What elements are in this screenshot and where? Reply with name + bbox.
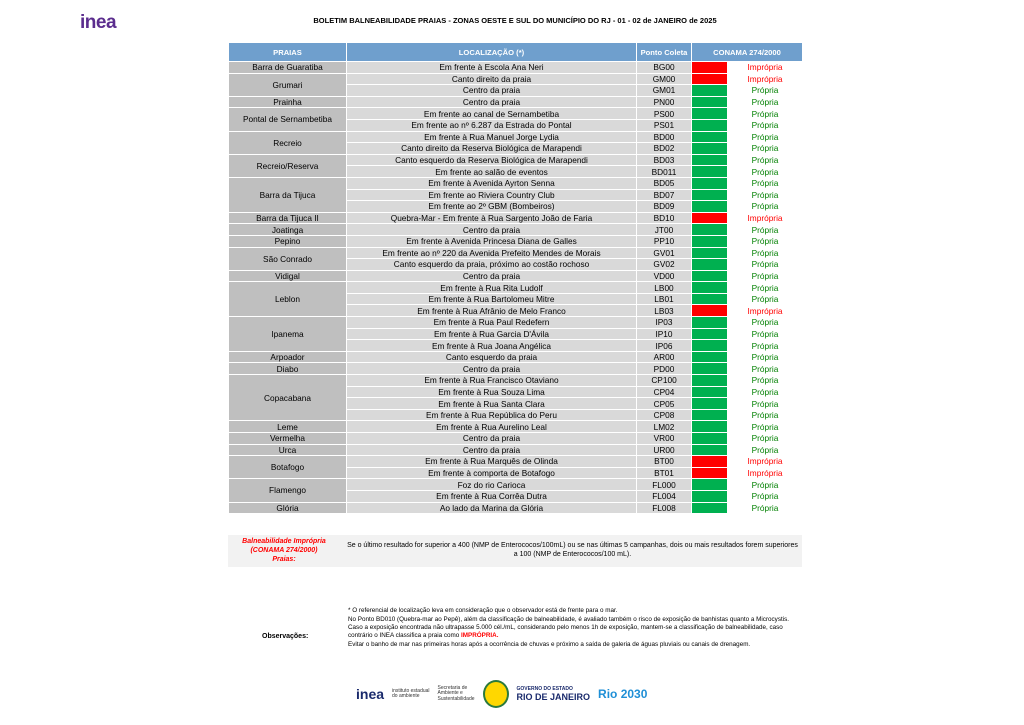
footer-secretaria	[438, 686, 475, 703]
location-cell: Em frente à Escola Ana Neri	[347, 62, 637, 74]
collection-point-cell: UR00	[637, 444, 692, 456]
collection-point-cell: LB01	[637, 293, 692, 305]
footer-logos	[356, 681, 647, 707]
status-cell: Própria	[728, 247, 803, 259]
table-row	[229, 444, 803, 456]
beach-name: Barra de Guaratiba	[229, 62, 347, 74]
location-cell: Ao lado da Marina da Glória	[347, 502, 637, 514]
collection-point-cell: PP10	[637, 235, 692, 247]
location-cell: Em frente à Rua Santa Clara	[347, 398, 637, 410]
status-swatch-green	[692, 409, 728, 421]
rio-2030-logo: Rio 2030	[598, 687, 648, 701]
location-cell: Centro da praia	[347, 433, 637, 445]
footer-gov-main: RIO DE JANEIRO	[516, 692, 591, 702]
status-cell: Própria	[728, 386, 803, 398]
location-cell: Em frente à Rua Francisco Otaviano	[347, 375, 637, 387]
status-swatch-green	[692, 247, 728, 259]
status-cell: Própria	[728, 177, 803, 189]
table-row	[229, 235, 803, 247]
location-cell: Em frente à Rua Marquês de Olinda	[347, 456, 637, 468]
status-cell: Própria	[728, 409, 803, 421]
beach-name: Leblon	[229, 282, 347, 317]
beach-name: Ipanema	[229, 317, 347, 352]
collection-point-cell: BD00	[637, 131, 692, 143]
status-cell: Própria	[728, 328, 803, 340]
collection-point-cell: GV01	[637, 247, 692, 259]
location-cell: Em frente à Avenida Ayrton Senna	[347, 177, 637, 189]
status-cell: Própria	[728, 502, 803, 514]
footer-sec3: Sustentabilidade	[437, 695, 475, 702]
status-swatch-green	[692, 96, 728, 108]
collection-point-cell: BD011	[637, 166, 692, 178]
location-cell: Em frente ao salão de eventos	[347, 166, 637, 178]
status-swatch-green	[692, 85, 728, 97]
status-cell: Própria	[728, 375, 803, 387]
collection-point-cell: LB03	[637, 305, 692, 317]
table-row	[229, 73, 803, 85]
footer-inea-sub1: instituto estadual	[392, 687, 430, 694]
table-row	[229, 96, 803, 108]
beach-name: Barra da Tijuca	[229, 177, 347, 212]
location-cell: Centro da praia	[347, 444, 637, 456]
table-row	[229, 421, 803, 433]
status-cell: Própria	[728, 154, 803, 166]
status-cell: Própria	[728, 433, 803, 445]
status-swatch-green	[692, 340, 728, 352]
legend-label-line2: (CONAMA 274/2000)	[250, 547, 318, 554]
status-swatch-green	[692, 131, 728, 143]
beach-name: Barra da Tijuca II	[229, 212, 347, 224]
collection-point-cell: BD05	[637, 177, 692, 189]
table-row	[229, 177, 803, 189]
location-cell: Em frente à Rua Corrêa Dutra	[347, 490, 637, 502]
status-swatch-green	[692, 166, 728, 178]
status-cell: Própria	[728, 444, 803, 456]
footer-sec1: Secretaria de	[437, 684, 468, 691]
table-row	[229, 363, 803, 375]
location-cell: Em frente à Rua Garcia D'Ávila	[347, 328, 637, 340]
footer-sec2: Ambiente e	[437, 690, 463, 697]
status-swatch-green	[692, 293, 728, 305]
status-cell: Própria	[728, 166, 803, 178]
collection-point-cell: BT01	[637, 467, 692, 479]
beach-name: Flamengo	[229, 479, 347, 502]
location-cell: Em frente ao Riviera Country Club	[347, 189, 637, 201]
status-cell: Própria	[728, 490, 803, 502]
balneability-table	[228, 42, 803, 514]
collection-point-cell: VD00	[637, 270, 692, 282]
location-cell: Centro da praia	[347, 96, 637, 108]
status-swatch-red	[692, 212, 728, 224]
collection-point-cell: FL008	[637, 502, 692, 514]
status-swatch-green	[692, 143, 728, 155]
beach-name: Recreio	[229, 131, 347, 154]
beach-name: Recreio/Reserva	[229, 154, 347, 177]
status-cell: Própria	[728, 259, 803, 271]
status-swatch-green	[692, 386, 728, 398]
collection-point-cell: LM02	[637, 421, 692, 433]
status-swatch-green	[692, 421, 728, 433]
col-beach-header: PRAIAS	[229, 43, 347, 62]
status-swatch-green	[692, 363, 728, 375]
status-swatch-red	[692, 305, 728, 317]
location-cell: Canto esquerdo da Reserva Biológica de Marapendi	[347, 154, 637, 166]
beach-name: Leme	[229, 421, 347, 433]
collection-point-cell: VR00	[637, 433, 692, 445]
beach-name: Pepino	[229, 235, 347, 247]
observation-2	[348, 616, 804, 640]
collection-point-cell: CP100	[637, 375, 692, 387]
beach-name: Diabo	[229, 363, 347, 375]
col-location-header: LOCALIZAÇÃO (*)	[347, 43, 637, 62]
status-swatch-green	[692, 433, 728, 445]
location-cell: Em frente ao nº 220 da Avenida Prefeito Mendes de Morais	[347, 247, 637, 259]
legend-label-line1: Balneabilidade Imprópria	[242, 538, 326, 545]
collection-point-cell: AR00	[637, 351, 692, 363]
beach-name: Grumari	[229, 73, 347, 96]
location-cell: Em frente à Rua Souza Lima	[347, 386, 637, 398]
status-swatch-green	[692, 502, 728, 514]
status-cell: Própria	[728, 421, 803, 433]
location-cell: Em frente à Rua República do Peru	[347, 409, 637, 421]
collection-point-cell: CP05	[637, 398, 692, 410]
location-cell: Em frente à Rua Aurelino Leal	[347, 421, 637, 433]
status-cell: Própria	[728, 398, 803, 410]
observation-1: * O referencial de localização leva em consideração que o observador está de frente para o mar.	[348, 607, 618, 614]
footer-gov-top: GOVERNO DO ESTADO	[516, 686, 573, 692]
status-swatch-green	[692, 259, 728, 271]
location-cell: Canto direito da Reserva Biológica de Marapendi	[347, 143, 637, 155]
status-swatch-green	[692, 398, 728, 410]
table-row	[229, 433, 803, 445]
collection-point-cell: BD09	[637, 201, 692, 213]
beach-name: Vermelha	[229, 433, 347, 445]
table-row	[229, 247, 803, 259]
collection-point-cell: BG00	[637, 62, 692, 74]
status-swatch-red	[692, 456, 728, 468]
table-row	[229, 375, 803, 387]
status-cell: Própria	[728, 317, 803, 329]
status-cell: Própria	[728, 131, 803, 143]
status-cell: Imprópria	[728, 305, 803, 317]
collection-point-cell: PS01	[637, 119, 692, 131]
location-cell: Centro da praia	[347, 363, 637, 375]
collection-point-cell: PN00	[637, 96, 692, 108]
table-row	[229, 62, 803, 74]
status-cell: Própria	[728, 270, 803, 282]
collection-point-cell: IP03	[637, 317, 692, 329]
table-row	[229, 282, 803, 294]
table-row	[229, 224, 803, 236]
status-cell: Própria	[728, 189, 803, 201]
beach-name: Prainha	[229, 96, 347, 108]
location-cell: Em frente à Rua Paul Redefern	[347, 317, 637, 329]
state-seal-icon	[483, 680, 509, 708]
status-swatch-green	[692, 154, 728, 166]
beach-name: Glória	[229, 502, 347, 514]
observation-3: Evitar o banho de mar nas primeiras horas após a ocorrência de chuvas e próximo a saída de galeria de águas pluviais ou canais de drenagem.	[348, 641, 751, 648]
location-cell: Foz do rio Carioca	[347, 479, 637, 491]
location-cell: Em frente ao 2º GBM (Bombeiros)	[347, 201, 637, 213]
beach-name: Joatinga	[229, 224, 347, 236]
collection-point-cell: BD03	[637, 154, 692, 166]
status-swatch-green	[692, 224, 728, 236]
table-row	[229, 351, 803, 363]
status-cell: Própria	[728, 224, 803, 236]
status-swatch-green	[692, 108, 728, 120]
location-cell: Quebra-Mar - Em frente à Rua Sargento João de Faria	[347, 212, 637, 224]
location-cell: Canto esquerdo da praia	[347, 351, 637, 363]
status-swatch-green	[692, 444, 728, 456]
status-swatch-green	[692, 351, 728, 363]
beach-name: Vidigal	[229, 270, 347, 282]
status-cell: Imprópria	[728, 73, 803, 85]
location-cell: Em frente à Rua Rita Ludolf	[347, 282, 637, 294]
status-cell: Própria	[728, 351, 803, 363]
collection-point-cell: LB00	[637, 282, 692, 294]
beach-name: Botafogo	[229, 456, 347, 479]
col-code-header: Ponto Coleta	[637, 43, 692, 62]
location-cell: Em frente ao nº 6.287 da Estrada do Pontal	[347, 119, 637, 131]
location-cell: Centro da praia	[347, 270, 637, 282]
footer-inea-sub	[392, 689, 430, 700]
location-cell: Canto esquerdo da praia, próximo ao costão rochoso	[347, 259, 637, 271]
status-swatch-red	[692, 73, 728, 85]
collection-point-cell: BD02	[637, 143, 692, 155]
collection-point-cell: FL004	[637, 490, 692, 502]
collection-point-cell: FL000	[637, 479, 692, 491]
collection-point-cell: BD07	[637, 189, 692, 201]
collection-point-cell: GM00	[637, 73, 692, 85]
collection-point-cell: IP10	[637, 328, 692, 340]
collection-point-cell: CP04	[637, 386, 692, 398]
status-swatch-green	[692, 317, 728, 329]
location-cell: Canto direito da praia	[347, 73, 637, 85]
observation-2-text: No Ponto BD010 (Quebra-mar ao Pepê), além da classificação de balneabilidade, é avaliado também o risco de exposição de banhistas quanto a Microcystis. Caso a exposição encontrada não ultrapasse 5.000 cél./mL, considerando pelo menos 1h de exposição, mantem-se a classificação de balneabilidade, caso contrário o INEA classifica a praia como	[348, 616, 790, 639]
status-cell: Própria	[728, 143, 803, 155]
legend-text: Se o último resultado for superior a 400 (NMP de Enterococos/100mL) ou se nas últimas 5 campanhas, dois ou mais resultados forem superiores a 100 (NMP de Enterococos/100 mL).	[347, 542, 798, 558]
location-cell: Em frente à Avenida Princesa Diana de Galles	[347, 235, 637, 247]
location-cell: Centro da praia	[347, 85, 637, 97]
status-cell: Própria	[728, 293, 803, 305]
legend-label	[228, 537, 340, 564]
collection-point-cell: GM01	[637, 85, 692, 97]
page-title: BOLETIM BALNEABILIDADE PRAIAS - ZONAS OESTE E SUL DO MUNICÍPIO DO RJ - 01 - 02 de JANEIRO de 2025	[313, 16, 717, 25]
inea-logo: inea	[80, 12, 117, 33]
footer-government	[517, 686, 591, 702]
status-cell: Própria	[728, 201, 803, 213]
table-row	[229, 456, 803, 468]
status-swatch-green	[692, 490, 728, 502]
status-swatch-red	[692, 62, 728, 74]
status-cell: Imprópria	[728, 62, 803, 74]
status-cell: Imprópria	[728, 456, 803, 468]
status-cell: Própria	[728, 479, 803, 491]
collection-point-cell: PD00	[637, 363, 692, 375]
observations	[348, 607, 804, 650]
status-swatch-green	[692, 270, 728, 282]
footer-inea-sub2: do ambiente	[392, 693, 420, 699]
collection-point-cell: IP06	[637, 340, 692, 352]
status-swatch-red	[692, 467, 728, 479]
collection-point-cell: BD10	[637, 212, 692, 224]
status-cell: Própria	[728, 119, 803, 131]
collection-point-cell: CP08	[637, 409, 692, 421]
collection-point-cell: BT00	[637, 456, 692, 468]
beach-name: Copacabana	[229, 375, 347, 421]
col-status-header: CONAMA 274/2000	[692, 43, 803, 62]
status-cell: Própria	[728, 108, 803, 120]
collection-point-cell: GV02	[637, 259, 692, 271]
table-row	[229, 317, 803, 329]
status-swatch-green	[692, 189, 728, 201]
beach-name: São Conrado	[229, 247, 347, 270]
location-cell: Em frente à Rua Manuel Jorge Lydia	[347, 131, 637, 143]
table-body	[229, 62, 803, 514]
table-row	[229, 131, 803, 143]
beach-name: Urca	[229, 444, 347, 456]
status-swatch-green	[692, 375, 728, 387]
footer-inea-logo: inea	[356, 686, 385, 702]
table-row	[229, 154, 803, 166]
table-row	[229, 479, 803, 491]
status-swatch-green	[692, 235, 728, 247]
table-row	[229, 212, 803, 224]
location-cell: Em frente à Rua Afrânio de Melo Franco	[347, 305, 637, 317]
status-swatch-green	[692, 119, 728, 131]
observation-2-red: IMPRÓPRIA.	[461, 632, 499, 639]
status-cell: Imprópria	[728, 467, 803, 479]
table-header	[229, 43, 803, 62]
collection-point-cell: JT00	[637, 224, 692, 236]
beach-name: Pontal de Sernambetiba	[229, 108, 347, 131]
legend-label-line3: Praias:	[272, 556, 296, 563]
location-cell: Centro da praia	[347, 224, 637, 236]
collection-point-cell: PS00	[637, 108, 692, 120]
status-swatch-green	[692, 177, 728, 189]
table-row	[229, 502, 803, 514]
status-swatch-green	[692, 479, 728, 491]
status-cell: Própria	[728, 363, 803, 375]
status-cell: Própria	[728, 96, 803, 108]
status-cell: Própria	[728, 340, 803, 352]
location-cell: Em frente à comporta de Botafogo	[347, 467, 637, 479]
location-cell: Em frente à Rua Joana Angélica	[347, 340, 637, 352]
status-swatch-green	[692, 282, 728, 294]
location-cell: Em frente ao canal de Sernambetiba	[347, 108, 637, 120]
observations-label: Observações:	[262, 633, 309, 640]
status-cell: Própria	[728, 282, 803, 294]
table-row	[229, 270, 803, 282]
status-swatch-green	[692, 328, 728, 340]
status-cell: Própria	[728, 235, 803, 247]
table-row	[229, 108, 803, 120]
status-cell: Própria	[728, 85, 803, 97]
beach-name: Arpoador	[229, 351, 347, 363]
location-cell: Em frente à Rua Bartolomeu Mitre	[347, 293, 637, 305]
status-swatch-green	[692, 201, 728, 213]
status-cell: Imprópria	[728, 212, 803, 224]
